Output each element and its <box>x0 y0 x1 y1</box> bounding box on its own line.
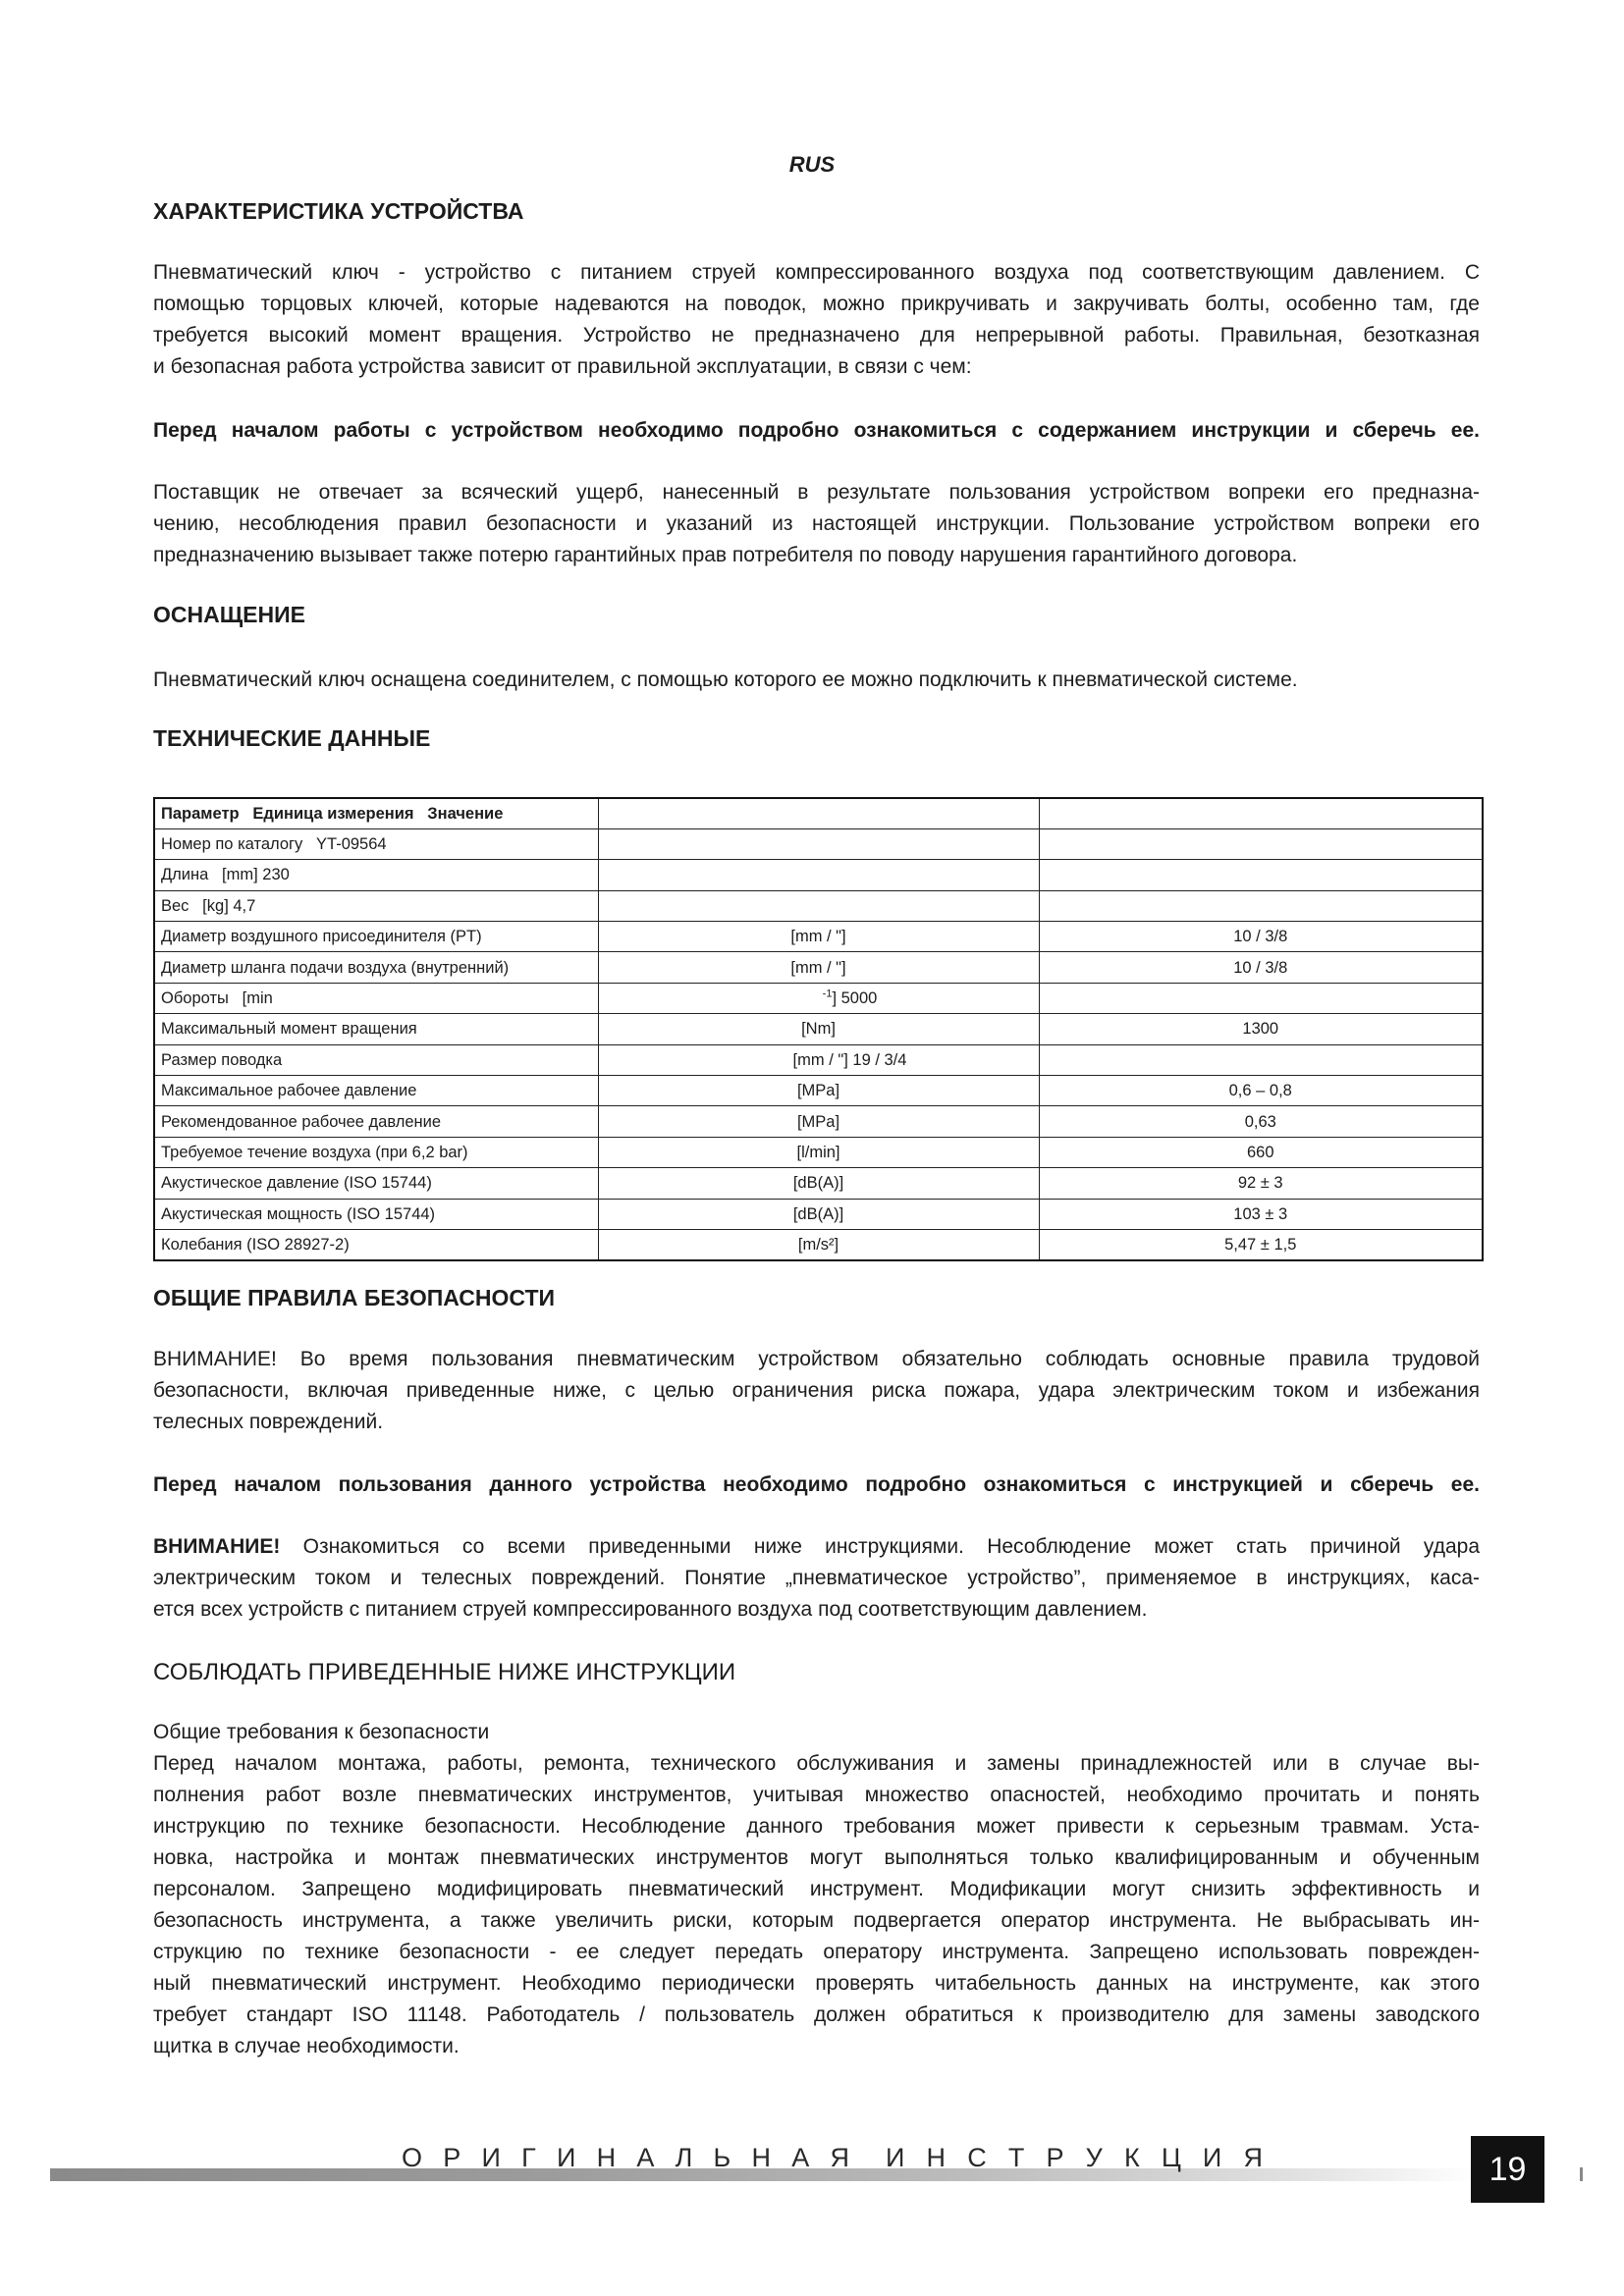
spec-unit-cell: [l/min] <box>598 1137 1039 1167</box>
language-tag: RUS <box>788 152 836 177</box>
paragraph-line: персоналом. Запрещено модифицировать пневматический инструмент. Модификации могут снизить эффективность и <box>153 1878 1480 1900</box>
paragraph-line-text: Ознакомиться со всеми приведенными ниже инструкциями. Несоблюдение может стать причиной удара <box>302 1535 1480 1558</box>
spec-table-row <box>154 1106 1483 1137</box>
spec-parameter-cell: Вес [kg] 4,7 <box>154 890 598 921</box>
paragraph-line: Поставщик не отвечает за всяческий ущерб, нанесенный в результате пользования устройством вопреки его предназна- <box>153 481 1480 504</box>
spec-table-row <box>154 922 1483 952</box>
spec-value-cell: 103 ± 3 <box>1039 1199 1483 1229</box>
spec-unit-cell: [MPa] <box>598 1076 1039 1106</box>
footer-title-word-1: О Р И Г И Н А Л Ь Н А Я <box>402 2143 849 2172</box>
characteristics-paragraph <box>153 257 1480 383</box>
spec-value-cell: 5,47 ± 1,5 <box>1039 1229 1483 1259</box>
paragraph-line: телесных повреждений. <box>153 1411 384 1433</box>
spec-parameter-cell: Диаметр шланга подачи воздуха (внутренний) <box>154 952 598 983</box>
read-instructions-notice: Перед началом работы с устройством необходимо подробно ознакомиться с содержанием инструкции и сберечь ее. <box>153 419 1480 442</box>
spec-table-row <box>154 1168 1483 1199</box>
paragraph-line: щитка в случае необходимости. <box>153 2035 460 2057</box>
spec-unit-cell: [m/s²] <box>598 1229 1039 1259</box>
attention-paragraph <box>153 1531 1480 1626</box>
spec-unit-cell <box>598 983 1039 1013</box>
spec-parameter-cell: Диаметр воздушного присоединителя (PT) <box>154 922 598 952</box>
instructions-subheading: Общие требования к безопасности <box>153 1721 490 1743</box>
paragraph-line: электрическим током и телесных повреждений. Понятие „пневматическое устройство”, применяемое в инструкциях, каса- <box>153 1567 1480 1589</box>
paragraph-line: чению, несоблюдения правил безопасности и указаний из настоящей инструкции. Пользование устройством вопреки его <box>153 512 1480 535</box>
paragraph-line: инструкцию по технике безопасности. Несоблюдение данного требования может привести к серьезным травмам. Уста- <box>153 1815 1480 1838</box>
spec-table-row <box>154 828 1483 859</box>
spec-value-cell <box>1039 983 1483 1013</box>
spec-value-cell <box>1039 860 1483 890</box>
technical-data-table <box>153 797 1484 1261</box>
spec-unit-cell <box>598 890 1039 921</box>
spec-value-cell: 0,63 <box>1039 1106 1483 1137</box>
paragraph-line: предназначению вызывает также потерю гарантийных прав потребителя по поводу нарушения гарантийного договора. <box>153 544 1298 566</box>
liability-paragraph <box>153 477 1480 571</box>
spec-parameter-cell: Номер по каталогу YT-09564 <box>154 828 598 859</box>
read-instructions-notice: Перед началом пользования данного устройства необходимо подробно ознакомиться с инструкцией и сберечь ее. <box>153 1473 1480 1496</box>
spec-table-row <box>154 1137 1483 1167</box>
spec-table-header-row <box>154 798 1483 828</box>
spec-parameter-cell: Рекомендованное рабочее давление <box>154 1106 598 1137</box>
page-number: 19 <box>1471 2136 1544 2203</box>
spec-value-cell <box>1039 1044 1483 1075</box>
paragraph-line: требует стандарт ISO 11148. Работодатель / пользователь должен обратиться к производителю для замены заводского <box>153 2003 1480 2026</box>
spec-table-row <box>154 1014 1483 1044</box>
spec-table-row <box>154 860 1483 890</box>
paragraph-line: Пневматический ключ - устройство с питанием струей компрессированного воздуха под соответствующим давлением. С <box>153 261 1480 284</box>
paragraph-line: ный пневматический инструмент. Необходимо периодически проверять читабельность данных на инструменте, как этого <box>153 1972 1480 1995</box>
paragraph-line: безопасности, включая приведенные ниже, с целью ограничения риска пожара, удара электрическим током и избежания <box>153 1379 1480 1402</box>
spec-value-cell: 92 ± 3 <box>1039 1168 1483 1199</box>
spec-parameter-cell: Обороты [min <box>154 983 598 1013</box>
paragraph-line: и безопасная работа устройства зависит от правильной эксплуатации, в связи с чем: <box>153 355 972 378</box>
edge-tick-mark <box>1580 2167 1583 2181</box>
spec-parameter-cell: Длина [mm] 230 <box>154 860 598 890</box>
spec-unit-cell: [mm / "] <box>598 952 1039 983</box>
paragraph-line: Перед началом монтажа, работы, ремонта, технического обслуживания и замены принадлежностей или в случае вы- <box>153 1752 1480 1775</box>
technical-data-heading: ТЕХНИЧЕСКИЕ ДАННЫЕ <box>153 725 431 751</box>
spec-table-row <box>154 1229 1483 1259</box>
paragraph-line: безопасность инструмента, а также увеличить риски, которым подвергается оператор инструмента. Не выбрасывать ин- <box>153 1909 1480 1932</box>
instructions-paragraph <box>153 1717 1480 2062</box>
spec-value-cell <box>1039 828 1483 859</box>
spec-unit-cell: [dB(A)] <box>598 1199 1039 1229</box>
spec-table-body <box>154 828 1483 1259</box>
spec-parameter-cell: Максимальное рабочее давление <box>154 1076 598 1106</box>
paragraph-line: полнения работ возле пневматических инструментов, учитывая множество опасностей, необходимо прочитать и понять <box>153 1784 1480 1806</box>
paragraph-line <box>153 1531 1480 1563</box>
spec-parameter-cell: Максимальный момент вращения <box>154 1014 598 1044</box>
spec-parameter-cell: Акустическая мощность (ISO 15744) <box>154 1199 598 1229</box>
safety-warning-paragraph <box>153 1344 1480 1438</box>
spec-unit-cell: [dB(A)] <box>598 1168 1039 1199</box>
paragraph-line: ВНИМАНИЕ! Во время пользования пневматическим устройством обязательно соблюдать основные правила трудовой <box>153 1348 1480 1370</box>
paragraph-line: новка, настройка и монтаж пневматических инструментов могут выполняться только квалифицированным и обученным <box>153 1846 1480 1869</box>
spec-parameter-cell: Требуемое течение воздуха (при 6,2 bar) <box>154 1137 598 1167</box>
spec-table-row <box>154 890 1483 921</box>
spec-table-row <box>154 1076 1483 1106</box>
spec-table-row <box>154 983 1483 1013</box>
spec-table-row <box>154 1199 1483 1229</box>
spec-unit-cell: [mm / "] <box>598 922 1039 952</box>
cell-text: ] 5000 <box>832 989 878 1008</box>
spec-value-cell: 10 / 3/8 <box>1039 922 1483 952</box>
spec-unit-cell <box>598 860 1039 890</box>
spec-table-row <box>154 1044 1483 1075</box>
spec-value-cell: 1300 <box>1039 1014 1483 1044</box>
equipment-paragraph: Пневматический ключ оснащена соединителем, с помощью которого ее можно подключить к пневматической системе. <box>153 668 1298 691</box>
footer-title-word-2: И Н С Т Р У К Ц И Я <box>886 2143 1263 2172</box>
attention-label: ВНИМАНИЕ! <box>153 1535 281 1558</box>
general-safety-heading: ОБЩИЕ ПРАВИЛА БЕЗОПАСНОСТИ <box>153 1285 556 1310</box>
equipment-heading: ОСНАЩЕНИЕ <box>153 602 305 627</box>
spec-unit-cell <box>598 828 1039 859</box>
spec-header-empty-cell <box>1039 798 1483 828</box>
paragraph-line: ется всех устройств с питанием струей компрессированного воздуха под соответствующим давлением. <box>153 1598 1148 1621</box>
spec-unit-cell: [mm / "] 19 / 3/4 <box>598 1044 1039 1075</box>
spec-header-cell: Параметр Единица измерения Значение <box>154 798 598 828</box>
spec-unit-cell: [MPa] <box>598 1106 1039 1137</box>
characteristics-heading: ХАРАКТЕРИСТИКА УСТРОЙСТВА <box>153 198 524 224</box>
spec-header-empty-cell <box>598 798 1039 828</box>
paragraph-line: требуется высокий момент вращения. Устройство не предназначено для непрерывной работы. Правильная, безотказная <box>153 324 1480 347</box>
spec-value-cell <box>1039 890 1483 921</box>
superscript: -1 <box>822 988 833 1000</box>
spec-value-cell: 10 / 3/8 <box>1039 952 1483 983</box>
spec-parameter-cell: Размер поводка <box>154 1044 598 1075</box>
paragraph-line: струкцию по технике безопасности - ее следует передать оператору инструмента. Запрещено использовать поврежден- <box>153 1941 1480 1963</box>
spec-parameter-cell: Колебания (ISO 28927-2) <box>154 1229 598 1259</box>
spec-value-cell: 660 <box>1039 1137 1483 1167</box>
spec-table-row <box>154 952 1483 983</box>
spec-value-cell: 0,6 – 0,8 <box>1039 1076 1483 1106</box>
paragraph-line: помощью торцовых ключей, которые надеваются на поводок, можно прикручивать и закручивать болты, особенно там, где <box>153 293 1480 315</box>
spec-parameter-cell: Акустическое давление (ISO 15744) <box>154 1168 598 1199</box>
instructions-heading: СОБЛЮДАТЬ ПРИВЕДЕННЫЕ НИЖЕ ИНСТРУКЦИИ <box>153 1659 736 1685</box>
spec-unit-cell: [Nm] <box>598 1014 1039 1044</box>
